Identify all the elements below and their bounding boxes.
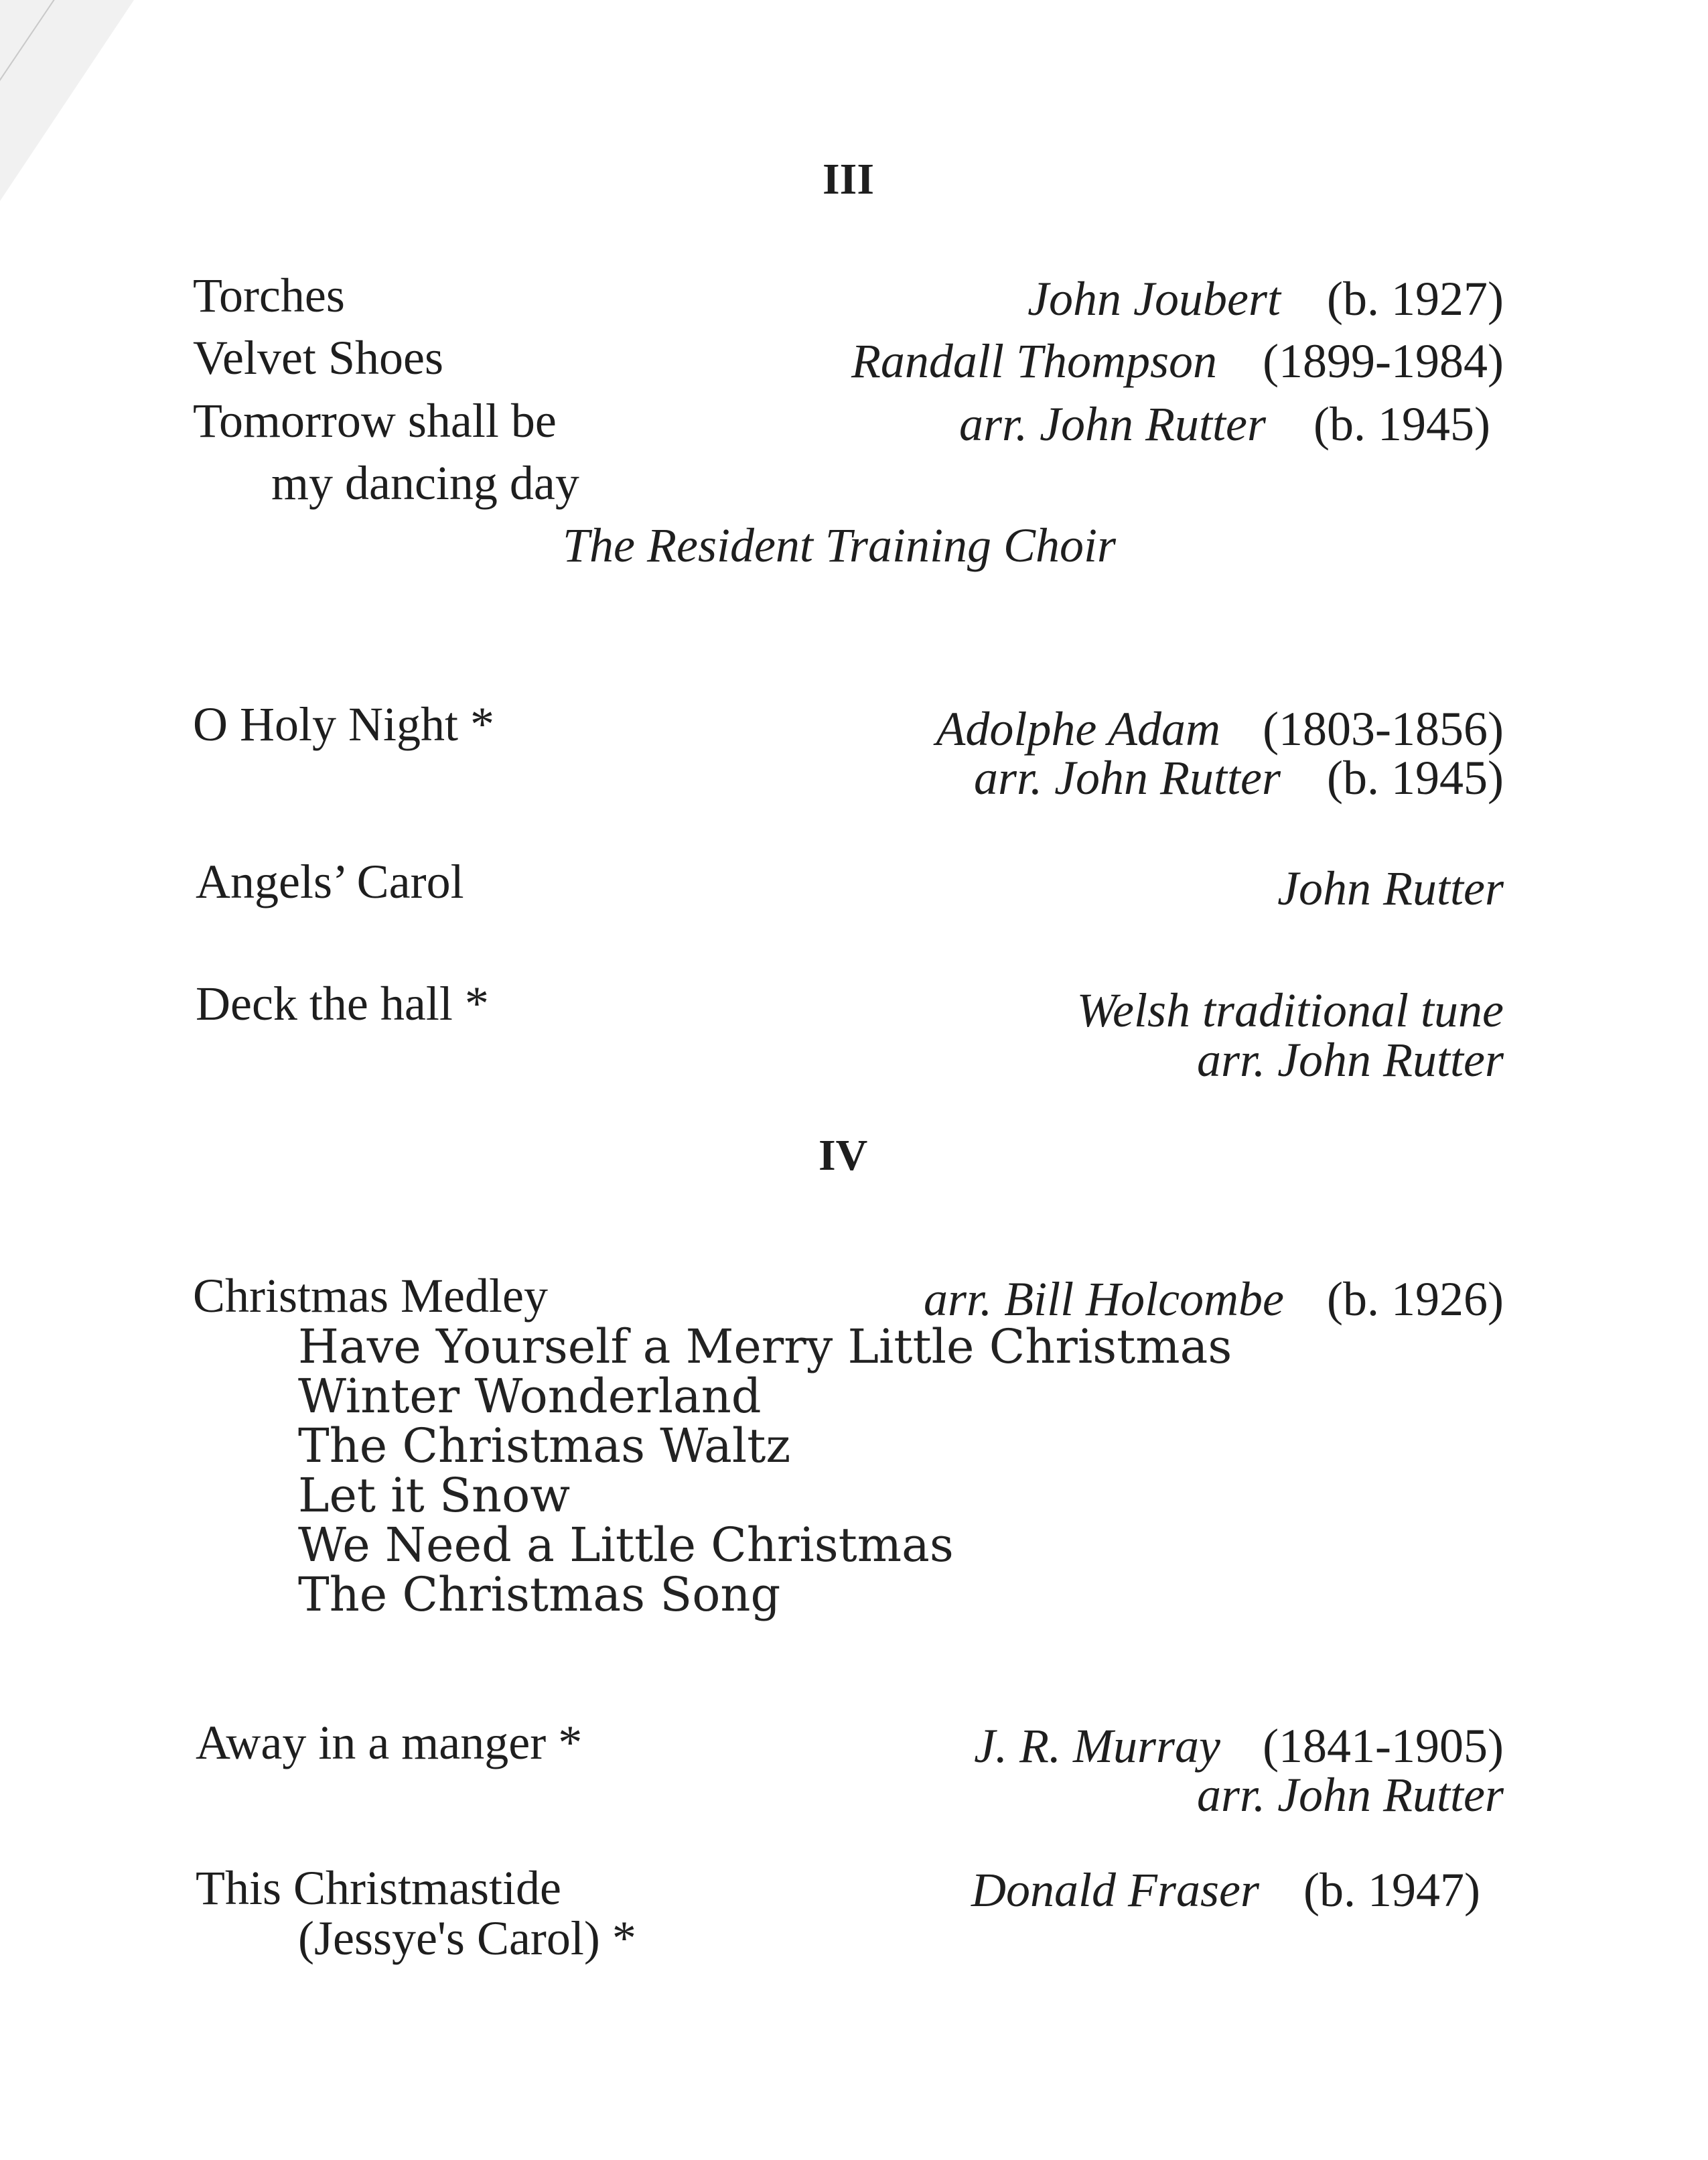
arranger-dates: (b. 1945): [1327, 751, 1504, 805]
medley-song: Winter Wonderland: [298, 1369, 762, 1424]
piece-title: Angels’ Carol: [196, 855, 464, 908]
arranger: arr. Bill Holcombe: [924, 1272, 1284, 1326]
medley-song: We Need a Little Christmas: [298, 1517, 954, 1572]
performer: The Resident Training Choir: [563, 519, 1117, 572]
piece-title: Deck the hall *: [196, 977, 489, 1030]
section-heading-iv: IV: [819, 1131, 868, 1180]
composer: Donald Fraser: [971, 1863, 1259, 1917]
arranger-dates: (b. 1926): [1327, 1272, 1504, 1326]
piece-title-continued: (Jessye's Carol) *: [298, 1911, 636, 1965]
composer-dates: (b. 1947): [1303, 1863, 1480, 1917]
piece-title: Velvet Shoes: [193, 331, 443, 385]
composer: John Rutter: [1277, 862, 1504, 915]
composer-dates: (1899-1984): [1263, 334, 1504, 388]
medley-song: Let it Snow: [298, 1468, 571, 1523]
composer-dates: (1841-1905): [1263, 1719, 1504, 1773]
piece-title: Tomorrow shall be: [193, 394, 557, 448]
section-heading-iii: III: [823, 155, 875, 204]
piece-title: Away in a manger *: [196, 1716, 583, 1769]
composer-dates: (1803-1856): [1263, 702, 1504, 756]
composer: Adolphe Adam: [936, 702, 1220, 756]
composer-dates: (b. 1927): [1327, 272, 1504, 326]
composer: Randall Thompson: [851, 334, 1217, 388]
composer: arr. John Rutter: [959, 397, 1266, 451]
piece-title: Christmas Medley: [193, 1269, 548, 1323]
piece-title: This Christmastide: [196, 1861, 561, 1915]
piece-title: O Holy Night *: [193, 697, 494, 751]
composer: John Joubert: [1027, 272, 1281, 326]
composer: Welsh traditional tune: [1076, 984, 1504, 1037]
medley-song: The Christmas Waltz: [298, 1418, 791, 1473]
arranger: arr. John Rutter: [974, 751, 1281, 805]
piece-title-continued: my dancing day: [271, 456, 579, 510]
piece-title: Torches: [193, 269, 345, 322]
medley-song: The Christmas Song: [298, 1567, 781, 1622]
composer: J. R. Murray: [974, 1719, 1220, 1773]
arranger: arr. John Rutter: [1197, 1033, 1504, 1087]
medley-song: Have Yourself a Merry Little Christmas: [298, 1319, 1232, 1374]
arranger: arr. John Rutter: [1197, 1768, 1504, 1822]
folded-corner: [0, 0, 134, 201]
composer-dates: (b. 1945): [1313, 397, 1490, 451]
